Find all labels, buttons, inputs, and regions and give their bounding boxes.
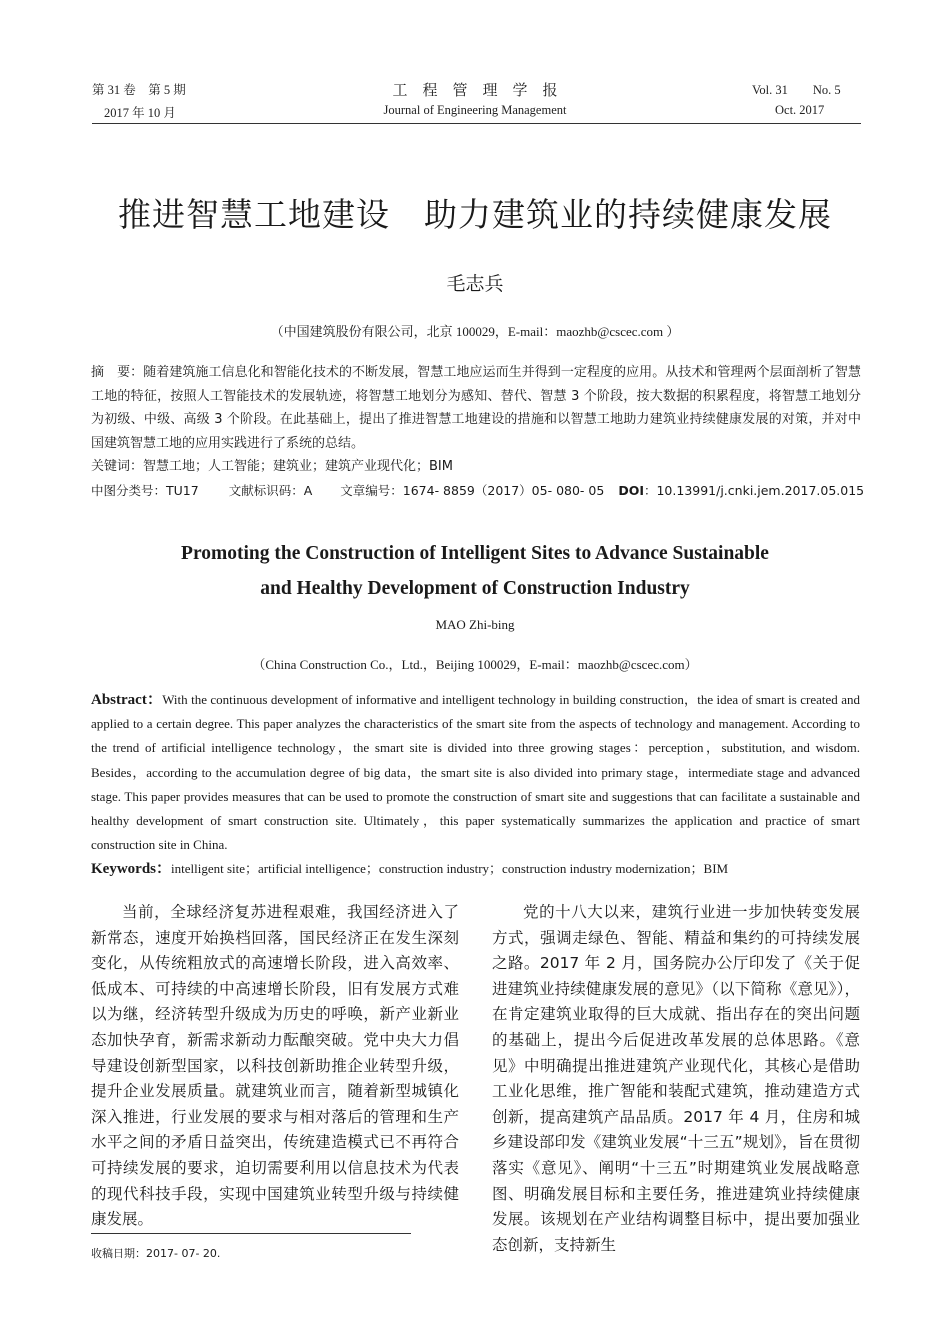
abstract-cn-text: 随着建筑施工信息化和智能化技术的不断发展，智慧工地应运而生并得到一定程度的应用。从技术和管理两个层面剖析了智慧工地的特征，按照人工智能技术的发展轨迹，将智慧工地划分为感知、替代、智慧 3 个阶段，按大数据的积累程度，将智慧工地划分为初级、中级、高级 3 个阶段。在此基础上，提出了推进智慧工地建设的措施和以智慧工地助力建筑业持续健康发展的对策，并对中国建筑智慧工地的应用实践进行了系统的总结。: [91, 365, 861, 451]
date-cn: 2017 年 10 月: [104, 106, 176, 120]
doi-label: DOI: [618, 482, 644, 498]
keywords-en-text: intelligent site；artificial intelligence；construction industry；construction industry modernization；BIM: [171, 861, 729, 877]
author-en: MAO Zhi-bing: [435, 617, 515, 632]
keywords-en-label: Keywords：: [91, 861, 171, 878]
doc-code: 文献标识码：A: [228, 482, 313, 498]
journal-title-cn: 工 程 管 理 学 报: [392, 81, 558, 99]
date-en: Oct. 2017: [775, 103, 825, 117]
author-cn: 毛志兵: [446, 273, 504, 295]
doi-value: ：10.13991/j.cnki.jem.2017.05.015: [643, 482, 865, 498]
keywords-en: [91, 857, 860, 881]
body-column-right: [492, 900, 860, 1258]
clc-code: 中图分类号：TU17: [91, 482, 199, 498]
abstract-cn: [91, 361, 865, 502]
volume-en: Vol. 31 No. 5: [752, 83, 841, 97]
body-paragraph: 党的十八大以来，建筑行业进一步加快转变发展方式，强调走绿色、智能、精益和集约的可持续发展之路。2017 年 2 月，国务院办公厅印发了《关于促进建筑业持续健康发展的意见》（以下简称《意见》），在肯定建筑业取得的巨大成就、指出存在的突出问题的基础上，提出今后促进改革发展的总体思路。《意见》中明确提出推进建筑产业现代化，其核心是借助工业化思维，推广智能和装配式建筑，推动建造方式创新，提高建筑产品品质。2017 年 4 月，住房和城乡建设部印发《建筑业发展“十三五”规划》，旨在贯彻落实《意见》、阐明“十三五”时期建筑业发展战略意图、明确发展目标和主要任务，推进建筑业持续健康发展。该规划在产业结构调整目标中，提出要加强业态创新，支持新生: [492, 903, 860, 1254]
header-rule: [92, 123, 861, 124]
footnote-rule: [91, 1233, 411, 1234]
classification-line: [91, 479, 865, 503]
affiliation-cn: （中国建筑股份有限公司，北京 100029，E-mail：maozhb@cscec.com ）: [270, 324, 680, 339]
abstract-cn-para: [91, 361, 861, 455]
body-paragraph: 当前，全球经济复苏进程艰难，我国经济进入了新常态，速度开始换档回落，国民经济正在发生深刻变化，从传统粗放式的高速增长阶段，进入高效率、低成本、可持续的中高速增长阶段，旧有发展方式难以为继，经济转型升级成为历史的呼唤，新产业新业态加快孕育，新需求新动力酝酿突破。党中央大力倡导建设创新型国家，以科技创新助推企业转型升级，提升企业发展质量。就建筑业而言，随着新型城镇化深入推进，行业发展的要求与相对落后的管理和生产水平之间的矛盾日益突出，传统建造模式已不再符合可持续发展的要求，迫切需要利用以信息技术为代表的现代科技手段，实现中国建筑业转型升级与持续健康发展。: [91, 903, 459, 1229]
abstract-en-para: [91, 688, 860, 857]
keywords-cn-label: 关键词：: [91, 459, 144, 474]
article-number: 文章编号：1674- 8859（2017）05- 080- 05: [340, 482, 605, 498]
abstract-en-label: Abstract：: [91, 692, 163, 708]
keywords-cn-text: 智慧工地；人工智能；建筑业；建筑产业现代化；BIM: [143, 459, 453, 474]
title-en: [0, 536, 950, 606]
title-en-line2: and Healthy Development of Construction Industry: [260, 578, 690, 599]
title-en-line1: Promoting the Construction of Intelligent Sites to Advance Sustainable: [181, 543, 769, 564]
journal-title-en: Journal of Engineering Management: [383, 103, 567, 117]
issue-cn: 第 31 卷 第 5 期: [92, 83, 186, 97]
body-column-left: [91, 900, 459, 1233]
keywords-cn: [91, 455, 861, 479]
title-cn: 推进智慧工地建设 助力建筑业的持续健康发展: [118, 195, 832, 234]
abstract-cn-label: 摘 要：: [91, 365, 144, 380]
abstract-en: [91, 688, 860, 882]
footnote-received-date: 收稿日期：2017- 07- 20.: [91, 1247, 221, 1260]
affiliation-en: （China Construction Co.，Ltd.，Beijing 100029，E-mail：maozhb@cscec.com）: [252, 657, 698, 672]
abstract-en-text: With the continuous development of informative and intelligent technology in building construction，the idea of smart is created and applied to a certain degree. This paper analyzes the characteristics of the smart site from the aspects of technology and management. According to the trend of artificial intelligence technology，the smart site is divided into three growing stages：perception，substitution, and wisdom. Besides，according to the accumulation degree of big data，the smart site is also divided into primary stage，intermediate stage and advanced stage. This paper provides measures that can be used to promote the construction of smart site and suggestions that can facilitate a sustainable and healthy development of smart construction site. Ultimately，this paper systematically summarizes the application and practice of smart construction site in China.: [91, 692, 860, 853]
